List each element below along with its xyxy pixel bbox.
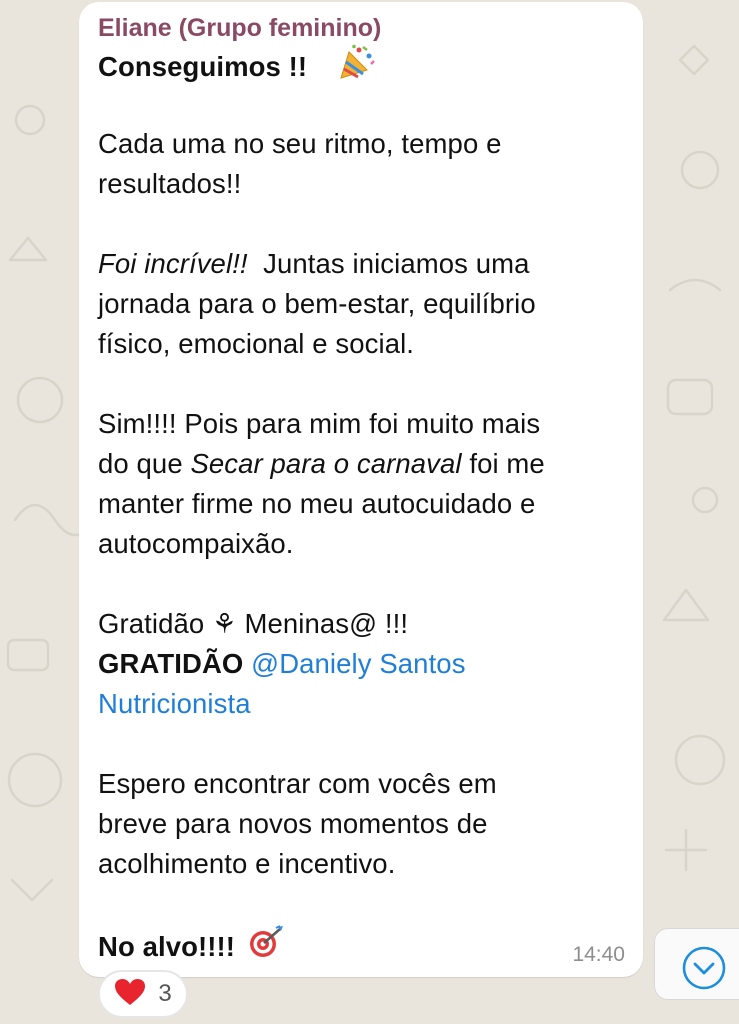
paragraph-text: foi me [461, 448, 545, 479]
bold-text: GRATIDÃO [98, 648, 244, 679]
reaction-count: 3 [158, 980, 172, 1007]
target-icon [247, 924, 287, 971]
scroll-to-bottom-button[interactable] [654, 928, 739, 1000]
reaction-badge[interactable] [98, 970, 188, 1018]
message-text [98, 44, 625, 964]
paragraph-line: resultados!! [98, 168, 242, 199]
paragraph-line: físico, emocional e social. [98, 328, 415, 359]
closing-text: No alvo!!!! [98, 931, 236, 962]
heart-icon [114, 978, 146, 1011]
italic-text: Foi incrível!! [98, 248, 248, 279]
paragraph-text: Juntas iniciamos uma [247, 248, 530, 279]
italic-text: Secar para o carnaval [190, 448, 462, 479]
party-popper-icon [335, 44, 375, 91]
paragraph-line: acolhimento e incentivo. [98, 848, 396, 879]
paragraph-line: Espero encontrar com vocês em [98, 768, 497, 799]
message-timestamp: 14:40 [572, 943, 625, 966]
sender-name[interactable]: Eliane (Grupo feminino) [98, 14, 382, 42]
paragraph-line: jornada para o bem-estar, equilíbrio [98, 288, 536, 319]
paragraph-text: do que [98, 448, 191, 479]
paragraph-line: autocompaixão. [98, 528, 294, 559]
paragraph-line: manter firme no meu autocuidado e [98, 488, 536, 519]
paragraph-line: breve para novos momentos de [98, 808, 488, 839]
mention-link[interactable]: @Daniely Santos [251, 648, 466, 679]
paragraph-line: Cada uma no seu ritmo, tempo e [98, 128, 502, 159]
message-bubble[interactable] [79, 2, 643, 977]
chevron-down-circle-icon [681, 945, 727, 991]
paragraph-line: Sim!!!! Pois para mim foi muito mais [98, 408, 541, 439]
mention-link[interactable]: Nutricionista [98, 688, 251, 719]
paragraph-line: Gratidão ⚘ Meninas@ !!! [98, 608, 409, 639]
headline-text: Conseguimos !! [98, 51, 308, 82]
